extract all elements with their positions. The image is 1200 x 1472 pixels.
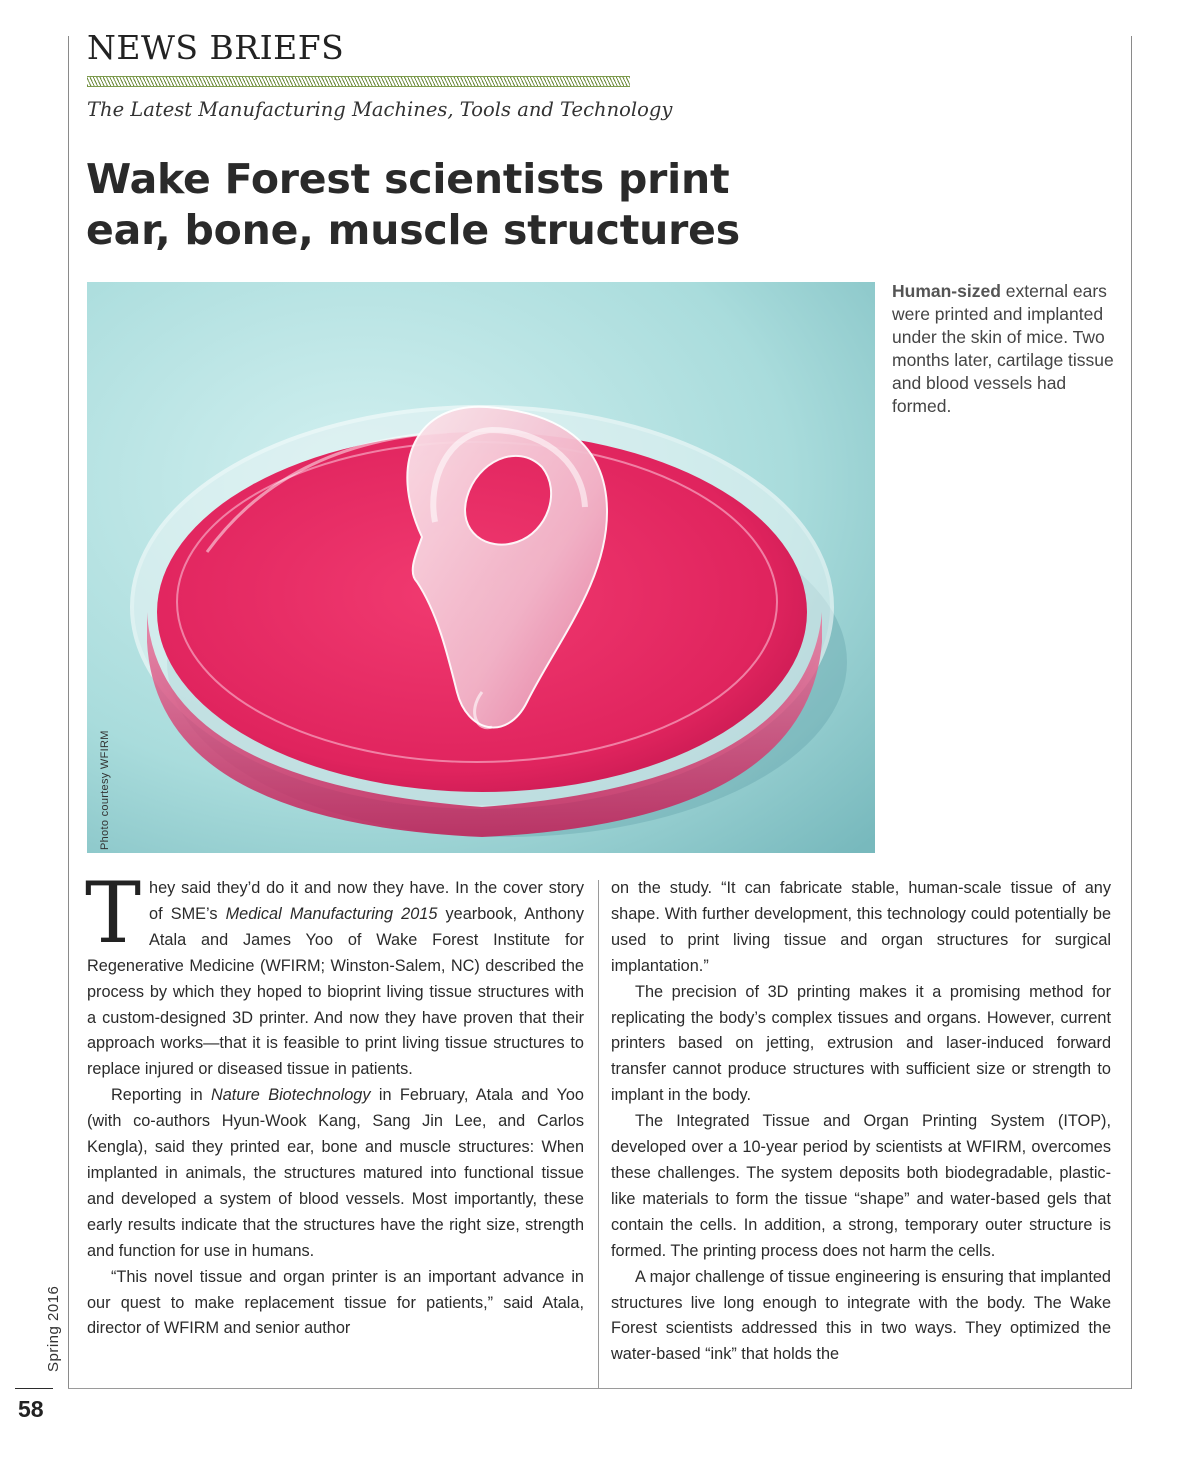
folio-rule [15, 1388, 53, 1389]
body-paragraph-2 [87, 1083, 584, 1264]
body-paragraph-3: “This novel tissue and organ printer is an important advance in our quest to make replacement tissue for patients,” said Atala, director of WFIRM and senior author [87, 1267, 584, 1338]
body-column-1 [85, 864, 584, 1342]
section-subtitle: The Latest Manufacturing Machines, Tools and Technology [87, 98, 673, 121]
body-paragraph-5: The Integrated Tissue and Organ Printing System (ITOP), developed over a 10-year period by scientists at WFIRM, overcomes these challenges. The system deposits both biodegradable, plastic-like materials to form the tissue “shape” and water-based gels that contain the cells. In addition, a strong, temporary outer structure is formed. The printing process does not harm the cells. [611, 1112, 1111, 1260]
page-number: 58 [18, 1396, 44, 1422]
body-paragraph-1 [85, 864, 584, 1083]
body-paragraph-6: A major challenge of tissue engineering is ensuring that implanted structures live long enough to integrate with the body. The Wake Forest scientists addressed this in two ways. They optimized the water-based “ink” that holds the [611, 1267, 1111, 1364]
section-title: NEWS BRIEFS [87, 28, 345, 67]
p2-text-a: Reporting in [111, 1086, 211, 1105]
left-margin-rule [68, 36, 69, 1389]
body-column-2 [611, 876, 1111, 1368]
p1-text-a: hey said they’d do it and now they have. In the cover story of SME’s [149, 879, 584, 923]
p1-publication-title: Medical Manufacturing 2015 [225, 904, 438, 923]
right-margin-rule [1131, 36, 1132, 1389]
body-paragraph-4: The precision of 3D printing makes it a promising method for replicating the body’s complex tissues and organs. However, current printers based on jetting, extrusion and laser-induced forward transfer cannot produce structures with sufficient size or strength to implant in the body. [611, 982, 1111, 1105]
p2-text-b: in February, Atala and Yoo (with co-authors Hyun-Wook Kang, Sang Jin Lee, and Carlos Kengla), said they printed ear, bone and muscle structures: When implanted in animals, the structures matured into functional tissue and developed a system of blood vessels. Most importantly, these early results indicate that the structures have the right size, strength and function for use in humans. [87, 1086, 584, 1260]
article-headline: Wake Forest scientists print ear, bone, muscle structures [86, 155, 740, 254]
ear-petri-dish-photo [87, 282, 875, 853]
photo-credit: Photo courtesy WFIRM [99, 730, 111, 850]
photo-caption [892, 280, 1128, 418]
bottom-rule [68, 1388, 1131, 1389]
caption-text: external ears were printed and implanted under the skin of mice. Two months later, cartilage tissue and blood vessels had formed. [892, 281, 1114, 416]
column-divider [598, 880, 599, 1388]
drop-cap: T [85, 864, 142, 962]
p2-journal-title: Nature Biotechnology [210, 1086, 371, 1105]
body-paragraph-3-continued: on the study. “It can fabricate stable, human-scale tissue of any shape. With further development, this technology could potentially be used to print living tissue and organ structures for surgical implantation.” [611, 879, 1111, 975]
hatched-divider [87, 76, 630, 87]
p1-text-b: yearbook, Anthony Atala and James Yoo of Wake Forest Institute for Regenerative Medicine (WFIRM; Winston-Salem, NC) described the process by which they hoped to bioprint living tissue structures with a custom-designed 3D printer. And now they have proven that their approach works—that it is feasible to print living tissue structures to replace injured or diseased tissue in patients. [87, 904, 584, 1079]
issue-label: Spring 2016 [45, 1285, 62, 1372]
caption-lead: Human-sized [892, 281, 1001, 301]
